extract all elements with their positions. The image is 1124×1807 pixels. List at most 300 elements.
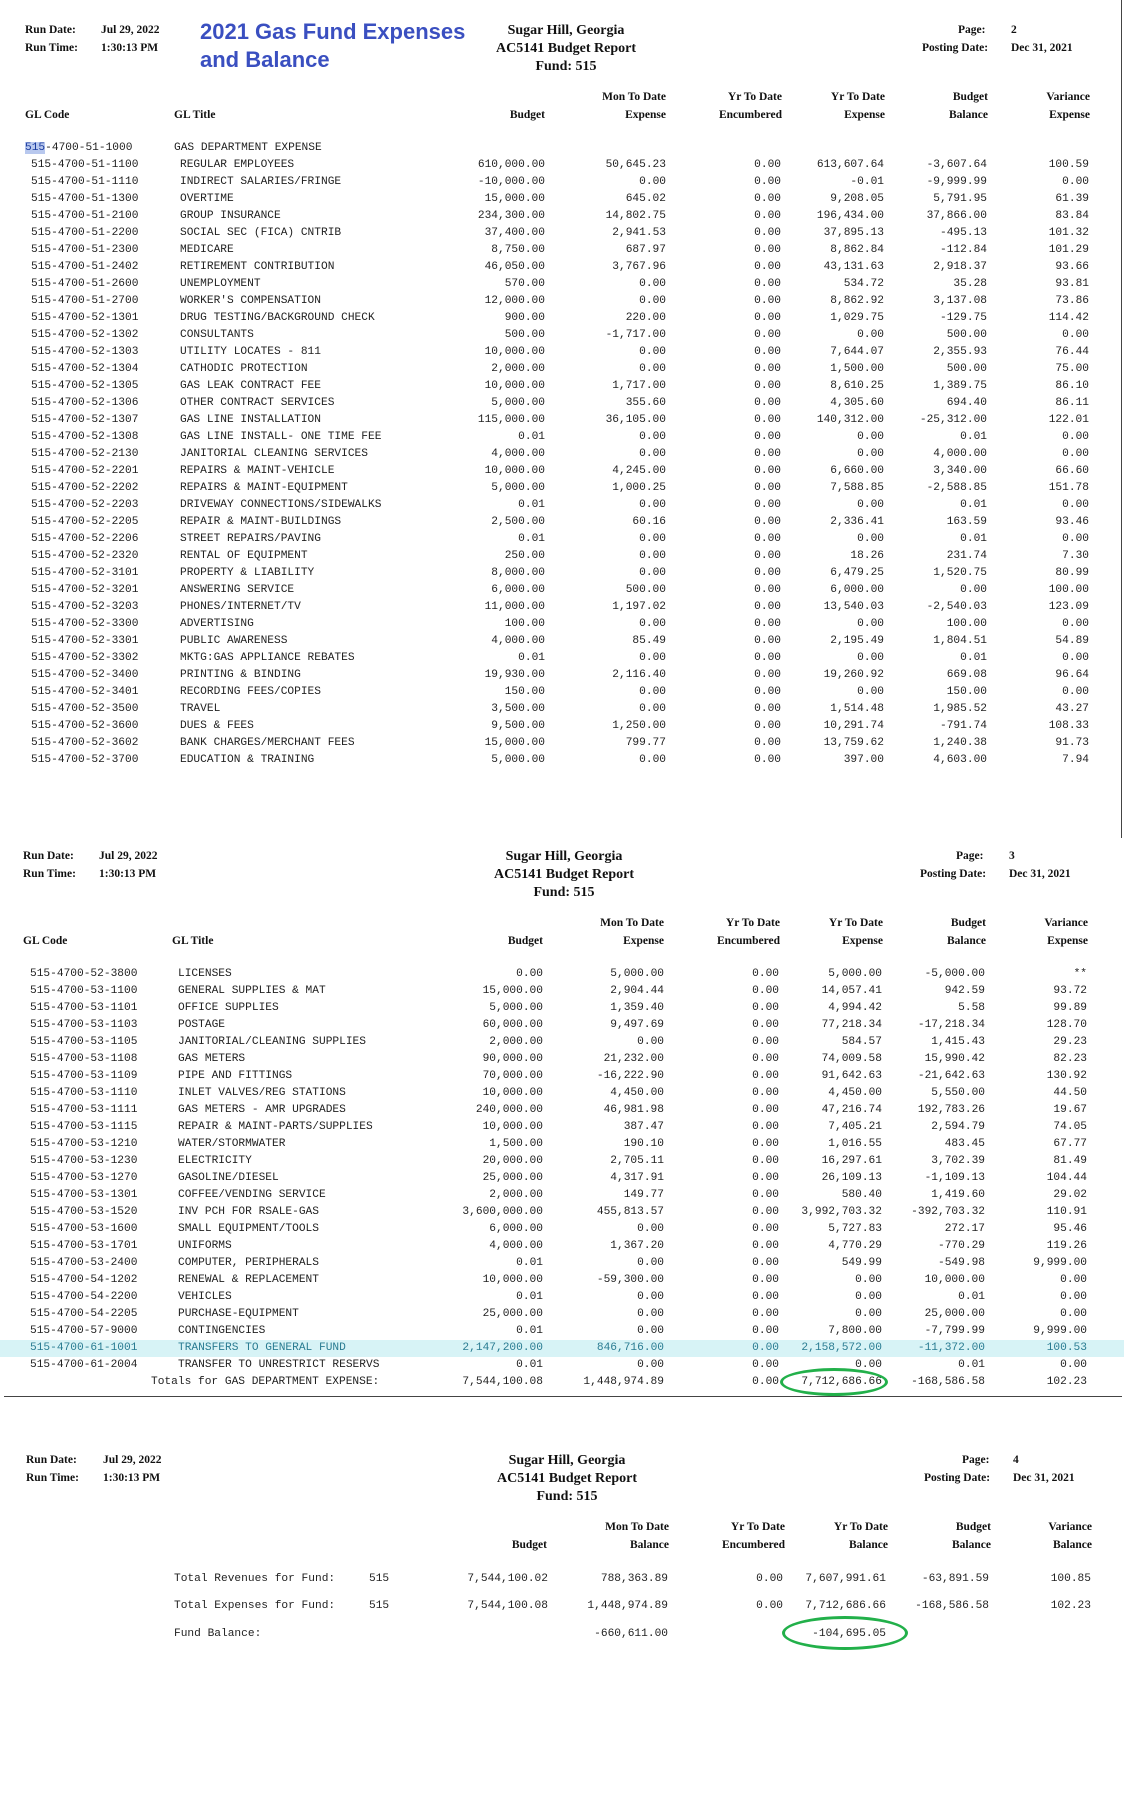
cell-variance: 0.00 bbox=[1060, 1308, 1087, 1320]
cell-mtd-expense: 4,317.91 bbox=[610, 1172, 664, 1184]
cell-ytd-encumbered: 0.00 bbox=[754, 329, 781, 341]
cell-budget: 4,000.00 bbox=[489, 1240, 543, 1252]
cell-budget-balance: -770.29 bbox=[938, 1240, 985, 1252]
cell-ytd-expense: 2,195.49 bbox=[830, 635, 884, 647]
cell-gl-code: 515-4700-51-1100 bbox=[31, 159, 139, 171]
cell-budget-balance: 2,355.93 bbox=[933, 346, 987, 358]
table-row bbox=[0, 1068, 1124, 1085]
col-gl-title: GL Title bbox=[174, 109, 216, 121]
col-encumbered: Yr To Date Encumbered bbox=[718, 91, 782, 121]
cell-ytd-expense: 549.99 bbox=[841, 1257, 882, 1269]
cell-ytd-expense: 0.00 bbox=[857, 652, 884, 664]
cell-ytd-encumbered: 0.00 bbox=[754, 567, 781, 579]
cell-gl-code: 515-4700-52-2203 bbox=[31, 499, 139, 511]
cell-budget-balance: -11,372.00 bbox=[917, 1342, 985, 1354]
cell-ytd-expense: 0.00 bbox=[857, 499, 884, 511]
cell-gl-code: 515-4700-52-3201 bbox=[31, 584, 139, 596]
cell-ytd-expense: 4,450.00 bbox=[828, 1087, 882, 1099]
cell-gl-title: REPAIRS & MAINT-EQUIPMENT bbox=[180, 482, 348, 494]
totals-budget: 7,544,100.08 bbox=[462, 1376, 543, 1388]
posting-date: Dec 31, 2021 bbox=[1013, 1472, 1075, 1484]
cell-budget: 10,000.00 bbox=[482, 1121, 543, 1133]
cell-gl-code: 515-4700-52-1307 bbox=[31, 414, 139, 426]
cell-budget: 900.00 bbox=[504, 312, 545, 324]
cell-ytd-expense: 13,540.03 bbox=[823, 601, 884, 613]
cell-variance: 0.00 bbox=[1062, 499, 1089, 511]
table-row bbox=[0, 966, 1124, 983]
cell-budget: 0.01 bbox=[516, 1359, 543, 1371]
cell-gl-title: GENERAL SUPPLIES & MAT bbox=[178, 985, 326, 997]
cell-ytd-encumbered: 0.00 bbox=[754, 346, 781, 358]
cell-mtd-expense: 190.10 bbox=[623, 1138, 664, 1150]
table-row bbox=[0, 395, 1124, 412]
cell-gl-code: 515-4700-53-1111 bbox=[30, 1104, 138, 1116]
col-gl-code: GL Code bbox=[25, 109, 70, 121]
table-row bbox=[0, 514, 1124, 531]
table-row bbox=[0, 1272, 1124, 1289]
table-row bbox=[0, 242, 1124, 259]
cell-budget: 2,000.00 bbox=[491, 363, 545, 375]
expenses-fund: 515 bbox=[369, 1600, 390, 1612]
cell-gl-title: DRIVEWAY CONNECTIONS/SIDEWALKS bbox=[180, 499, 382, 511]
cell-mtd-expense: 0.00 bbox=[639, 346, 666, 358]
cell-gl-code: 515-4700-52-3203 bbox=[31, 601, 139, 613]
cell-mtd-expense: 1,367.20 bbox=[610, 1240, 664, 1252]
cell-mtd-expense: 0.00 bbox=[639, 567, 666, 579]
totals-balance: -168,586.58 bbox=[911, 1376, 985, 1388]
cell-budget-balance: 37,866.00 bbox=[926, 210, 987, 222]
cell-budget: 2,147,200.00 bbox=[462, 1342, 543, 1354]
cell-ytd-encumbered: 0.00 bbox=[754, 584, 781, 596]
cell-gl-title: ANSWERING SERVICE bbox=[180, 584, 295, 596]
cell-gl-code: 515-4700-53-1109 bbox=[30, 1070, 138, 1082]
cell-budget: 10,000.00 bbox=[484, 465, 545, 477]
cell-gl-code: 515-4700-54-2200 bbox=[30, 1291, 138, 1303]
table-row bbox=[0, 1221, 1124, 1238]
cell-budget: 0.01 bbox=[516, 1291, 543, 1303]
cell-variance: 108.33 bbox=[1048, 720, 1089, 732]
cell-budget-balance: 192,783.26 bbox=[917, 1104, 985, 1116]
cell-gl-code: 515-4700-53-1105 bbox=[30, 1036, 138, 1048]
cell-variance: ** bbox=[1073, 968, 1087, 980]
cell-budget: 2,000.00 bbox=[489, 1036, 543, 1048]
cell-budget-balance: -25,312.00 bbox=[919, 414, 987, 426]
cell-gl-code: 515-4700-51-2700 bbox=[31, 295, 139, 307]
cell-mtd-expense: 220.00 bbox=[625, 312, 666, 324]
cell-budget: 5,000.00 bbox=[491, 397, 545, 409]
run-time-label: Run Time: bbox=[25, 42, 78, 54]
cell-gl-code: 515-4700-53-2400 bbox=[30, 1257, 138, 1269]
cell-mtd-expense: 0.00 bbox=[639, 295, 666, 307]
col-budget: Budget bbox=[507, 935, 543, 947]
cell-budget: 46,050.00 bbox=[484, 261, 545, 273]
table-row bbox=[0, 599, 1124, 616]
table-row bbox=[0, 480, 1124, 497]
cell-gl-code: 515-4700-51-2300 bbox=[31, 244, 139, 256]
cell-ytd-encumbered: 0.00 bbox=[754, 261, 781, 273]
cell-budget: 115,000.00 bbox=[477, 414, 545, 426]
cell-budget-balance: 1,804.51 bbox=[933, 635, 987, 647]
cell-ytd-encumbered: 0.00 bbox=[754, 516, 781, 528]
cell-ytd-encumbered: 0.00 bbox=[752, 1274, 779, 1286]
cell-ytd-encumbered: 0.00 bbox=[754, 635, 781, 647]
cell-mtd-expense: -1,717.00 bbox=[605, 329, 666, 341]
col-ytd: Yr To Date Expense bbox=[830, 91, 885, 121]
run-date-label: Run Date: bbox=[26, 1454, 77, 1466]
cell-budget-balance: 1,520.75 bbox=[933, 567, 987, 579]
cell-budget-balance: 0.01 bbox=[960, 431, 987, 443]
cell-gl-code: 515-4700-53-1600 bbox=[30, 1223, 138, 1235]
cell-gl-title: MEDICARE bbox=[180, 244, 234, 256]
cell-gl-code: 515-4700-52-3500 bbox=[31, 703, 139, 715]
cell-gl-title: GAS LINE INSTALL- ONE TIME FEE bbox=[180, 431, 382, 443]
posting-date-label: Posting Date: bbox=[920, 868, 987, 880]
cell-gl-code: 515-4700-52-1302 bbox=[31, 329, 139, 341]
cell-gl-code: 515-4700-52-2202 bbox=[31, 482, 139, 494]
cell-gl-code: 515-4700-57-9000 bbox=[30, 1325, 138, 1337]
cell-ytd-encumbered: 0.00 bbox=[754, 720, 781, 732]
cell-gl-title: ELECTRICITY bbox=[178, 1155, 252, 1167]
cell-ytd-expense: 1,016.55 bbox=[828, 1138, 882, 1150]
report-header bbox=[434, 848, 694, 902]
cell-mtd-expense: 0.00 bbox=[639, 754, 666, 766]
cell-budget-balance: 3,702.39 bbox=[931, 1155, 985, 1167]
cell-budget: 0.01 bbox=[518, 533, 545, 545]
table-row bbox=[0, 616, 1124, 633]
cell-mtd-expense: 500.00 bbox=[625, 584, 666, 596]
cell-variance: 9,999.00 bbox=[1033, 1325, 1087, 1337]
cell-ytd-encumbered: 0.00 bbox=[754, 176, 781, 188]
cell-gl-code: 515-4700-52-3401 bbox=[31, 686, 139, 698]
cell-mtd-expense: 85.49 bbox=[632, 635, 666, 647]
totals-variance: 102.23 bbox=[1046, 1376, 1087, 1388]
table-row bbox=[0, 667, 1124, 684]
cell-ytd-encumbered: 0.00 bbox=[752, 1291, 779, 1303]
cell-ytd-expense: 613,607.64 bbox=[816, 159, 884, 171]
cell-budget: 0.01 bbox=[518, 499, 545, 511]
table-row bbox=[0, 1238, 1124, 1255]
cell-mtd-expense: 3,767.96 bbox=[612, 261, 666, 273]
cell-ytd-expense: 1,029.75 bbox=[830, 312, 884, 324]
highlight-ring-fund-balance bbox=[782, 1616, 908, 1650]
totals-mtd: 1,448,974.89 bbox=[583, 1376, 664, 1388]
annotation-title bbox=[200, 18, 465, 74]
cell-mtd-expense: 4,450.00 bbox=[610, 1087, 664, 1099]
cell-ytd-expense: 10,291.74 bbox=[823, 720, 884, 732]
cell-budget-balance: 25,000.00 bbox=[924, 1308, 985, 1320]
cell-ytd-encumbered: 0.00 bbox=[752, 1308, 779, 1320]
cell-mtd-expense: 9,497.69 bbox=[610, 1019, 664, 1031]
cell-mtd-expense: 2,904.44 bbox=[610, 985, 664, 997]
cell-gl-code: 515-4700-61-1001 bbox=[30, 1342, 138, 1354]
table-row bbox=[0, 225, 1124, 242]
expenses-ytd: 7,712,686.66 bbox=[805, 1600, 886, 1612]
run-time-label: Run Time: bbox=[23, 868, 76, 880]
col-ytd: Yr To Date Balance bbox=[833, 1521, 888, 1551]
cell-budget: 70,000.00 bbox=[482, 1070, 543, 1082]
cell-budget-balance: 4,000.00 bbox=[933, 448, 987, 460]
cell-ytd-encumbered: 0.00 bbox=[754, 278, 781, 290]
report-name: AC5141 Budget Report bbox=[497, 1471, 637, 1486]
cell-budget: 5,000.00 bbox=[491, 754, 545, 766]
cell-gl-code: 515-4700-51-1110 bbox=[31, 176, 139, 188]
cell-budget: 90,000.00 bbox=[482, 1053, 543, 1065]
cell-mtd-expense: 0.00 bbox=[637, 1223, 664, 1235]
revenues-budget: 7,544,100.02 bbox=[467, 1573, 548, 1585]
cell-budget-balance: 272.17 bbox=[944, 1223, 985, 1235]
table-row bbox=[0, 701, 1124, 718]
totals-encumbered: 0.00 bbox=[752, 1376, 779, 1388]
cell-ytd-expense: 0.00 bbox=[857, 618, 884, 630]
cell-budget: 25,000.00 bbox=[482, 1172, 543, 1184]
cell-variance: 61.39 bbox=[1055, 193, 1089, 205]
cell-ytd-expense: 43,131.63 bbox=[823, 261, 884, 273]
cell-budget: 60,000.00 bbox=[482, 1019, 543, 1031]
cell-gl-code: 515-4700-51-2600 bbox=[31, 278, 139, 290]
cell-ytd-encumbered: 0.00 bbox=[752, 1206, 779, 1218]
cell-budget-balance: 5,791.95 bbox=[933, 193, 987, 205]
cell-budget-balance: 100.00 bbox=[946, 618, 987, 630]
cell-ytd-expense: 37,895.13 bbox=[823, 227, 884, 239]
cell-gl-code: 515-4700-52-3101 bbox=[31, 567, 139, 579]
cell-gl-code: 515-4700-52-1303 bbox=[31, 346, 139, 358]
cell-mtd-expense: 0.00 bbox=[639, 176, 666, 188]
cell-gl-title: GAS METERS bbox=[178, 1053, 246, 1065]
cell-ytd-expense: 7,800.00 bbox=[828, 1325, 882, 1337]
cell-gl-code: 515-4700-53-1100 bbox=[30, 985, 138, 997]
cell-mtd-expense: 0.00 bbox=[637, 1291, 664, 1303]
cell-gl-title: TRAVEL bbox=[180, 703, 221, 715]
table-row bbox=[0, 1119, 1124, 1136]
table-row bbox=[0, 983, 1124, 1000]
table-row bbox=[0, 276, 1124, 293]
cell-gl-title: LICENSES bbox=[178, 968, 232, 980]
cell-budget-balance: 15,990.42 bbox=[924, 1053, 985, 1065]
cell-gl-title: JANITORIAL/CLEANING SUPPLIES bbox=[178, 1036, 366, 1048]
cell-mtd-expense: 0.00 bbox=[637, 1308, 664, 1320]
cell-budget: 610,000.00 bbox=[477, 159, 545, 171]
cell-ytd-encumbered: 0.00 bbox=[754, 499, 781, 511]
dept-code[interactable]: 515-4700-51-1000 bbox=[25, 142, 133, 154]
cell-budget: 3,600,000.00 bbox=[462, 1206, 543, 1218]
annotation-line-2: and Balance bbox=[200, 47, 330, 72]
cell-ytd-expense: 4,305.60 bbox=[830, 397, 884, 409]
cell-ytd-expense: 6,660.00 bbox=[830, 465, 884, 477]
cell-ytd-expense: 9,208.05 bbox=[830, 193, 884, 205]
cell-budget: 5,000.00 bbox=[491, 482, 545, 494]
table-row bbox=[0, 735, 1124, 752]
cell-mtd-expense: 1,250.00 bbox=[612, 720, 666, 732]
cell-gl-title: UTILITY LOCATES - 811 bbox=[180, 346, 321, 358]
cell-gl-title: GAS METERS - AMR UPGRADES bbox=[178, 1104, 346, 1116]
table-row bbox=[0, 1085, 1124, 1102]
cell-variance: 0.00 bbox=[1060, 1291, 1087, 1303]
page-label: Page: bbox=[958, 24, 986, 36]
cell-variance: 101.32 bbox=[1048, 227, 1089, 239]
cell-gl-title: RECORDING FEES/COPIES bbox=[180, 686, 321, 698]
cell-mtd-expense: 0.00 bbox=[639, 686, 666, 698]
cell-gl-title: CONSULTANTS bbox=[180, 329, 254, 341]
col-ytd: Yr To Date Expense bbox=[828, 917, 883, 947]
cell-ytd-encumbered: 0.00 bbox=[752, 1002, 779, 1014]
cell-ytd-expense: 4,770.29 bbox=[828, 1240, 882, 1252]
cell-budget: 0.01 bbox=[518, 652, 545, 664]
table-row bbox=[0, 1034, 1124, 1051]
cell-gl-code: 515-4700-52-3700 bbox=[31, 754, 139, 766]
revenues-label: Total Revenues for Fund: bbox=[174, 1573, 336, 1585]
cell-budget: 9,500.00 bbox=[491, 720, 545, 732]
table-row bbox=[0, 446, 1124, 463]
cell-budget: 8,750.00 bbox=[491, 244, 545, 256]
cell-budget-balance: 5.58 bbox=[958, 1002, 985, 1014]
run-time: 1:30:13 PM bbox=[101, 42, 159, 54]
cell-variance: 0.00 bbox=[1062, 618, 1089, 630]
cell-gl-title: PIPE AND FITTINGS bbox=[178, 1070, 293, 1082]
selected-text[interactable]: 515 bbox=[25, 142, 46, 154]
dept-header-row bbox=[0, 140, 1124, 157]
cell-ytd-encumbered: 0.00 bbox=[754, 159, 781, 171]
cell-gl-code: 515-4700-53-1110 bbox=[30, 1087, 138, 1099]
org-name: Sugar Hill, Georgia bbox=[508, 1453, 626, 1468]
cell-gl-title: PURCHASE-EQUIPMENT bbox=[178, 1308, 299, 1320]
table-row bbox=[0, 361, 1124, 378]
cell-gl-code: 515-4700-52-2130 bbox=[31, 448, 139, 460]
cell-gl-title: BANK CHARGES/MERCHANT FEES bbox=[180, 737, 355, 749]
cell-ytd-expense: 26,109.13 bbox=[821, 1172, 882, 1184]
cell-mtd-expense: 2,705.11 bbox=[610, 1155, 664, 1167]
table-row bbox=[0, 1289, 1124, 1306]
cell-ytd-encumbered: 0.00 bbox=[752, 1240, 779, 1252]
table-row bbox=[0, 531, 1124, 548]
org-name: Sugar Hill, Georgia bbox=[507, 23, 625, 38]
table-row bbox=[0, 378, 1124, 395]
cell-variance: 100.00 bbox=[1048, 584, 1089, 596]
cell-budget-balance: 0.01 bbox=[958, 1291, 985, 1303]
run-date-label: Run Date: bbox=[25, 24, 76, 36]
cell-ytd-encumbered: 0.00 bbox=[752, 1121, 779, 1133]
table-row bbox=[0, 633, 1124, 650]
cell-variance: 7.30 bbox=[1062, 550, 1089, 562]
cell-gl-code: 515-4700-52-3300 bbox=[31, 618, 139, 630]
run-date: Jul 29, 2022 bbox=[103, 1454, 162, 1466]
cell-gl-title: ADVERTISING bbox=[180, 618, 254, 630]
cell-budget: 12,000.00 bbox=[484, 295, 545, 307]
page-label: Page: bbox=[956, 850, 984, 862]
fund-balance-ytd: -104,695.05 bbox=[812, 1628, 886, 1640]
cell-variance: 0.00 bbox=[1062, 686, 1089, 698]
posting-date: Dec 31, 2021 bbox=[1011, 42, 1073, 54]
cell-variance: 0.00 bbox=[1060, 1274, 1087, 1286]
cell-mtd-expense: 50,645.23 bbox=[605, 159, 666, 171]
cell-variance: 76.44 bbox=[1055, 346, 1089, 358]
cell-ytd-expense: 580.40 bbox=[841, 1189, 882, 1201]
cell-variance: 67.77 bbox=[1053, 1138, 1087, 1150]
cell-ytd-encumbered: 0.00 bbox=[752, 1189, 779, 1201]
cell-gl-code: 515-4700-52-3302 bbox=[31, 652, 139, 664]
cell-variance: 96.64 bbox=[1055, 669, 1089, 681]
cell-ytd-encumbered: 0.00 bbox=[752, 985, 779, 997]
cell-ytd-expense: 1,514.48 bbox=[830, 703, 884, 715]
cell-mtd-expense: 149.77 bbox=[623, 1189, 664, 1201]
cell-budget: 19,930.00 bbox=[484, 669, 545, 681]
expenses-balance: -168,586.58 bbox=[915, 1600, 989, 1612]
table-row bbox=[0, 1340, 1124, 1357]
cell-ytd-expense: 0.00 bbox=[857, 431, 884, 443]
cell-variance: 122.01 bbox=[1048, 414, 1089, 426]
table-row bbox=[0, 548, 1124, 565]
cell-ytd-expense: 74,009.58 bbox=[821, 1053, 882, 1065]
cell-ytd-expense: 0.00 bbox=[857, 329, 884, 341]
cell-budget: 11,000.00 bbox=[484, 601, 545, 613]
cell-gl-code: 515-4700-52-2205 bbox=[31, 516, 139, 528]
cell-budget-balance: -392,703.32 bbox=[911, 1206, 985, 1218]
table-row bbox=[0, 650, 1124, 667]
table-row bbox=[0, 1323, 1124, 1340]
cell-mtd-expense: 5,000.00 bbox=[610, 968, 664, 980]
cell-budget-balance: -549.98 bbox=[938, 1257, 985, 1269]
cell-ytd-expense: 2,336.41 bbox=[830, 516, 884, 528]
cell-mtd-expense: 0.00 bbox=[639, 499, 666, 511]
cell-variance: 81.49 bbox=[1053, 1155, 1087, 1167]
cell-ytd-encumbered: 0.00 bbox=[754, 550, 781, 562]
total-revenues-row bbox=[0, 1570, 1124, 1588]
cell-budget: 2,500.00 bbox=[491, 516, 545, 528]
cell-variance: 80.99 bbox=[1055, 567, 1089, 579]
cell-budget: 20,000.00 bbox=[482, 1155, 543, 1167]
cell-variance: 44.50 bbox=[1053, 1087, 1087, 1099]
cell-ytd-expense: 7,405.21 bbox=[828, 1121, 882, 1133]
cell-mtd-expense: 0.00 bbox=[639, 533, 666, 545]
cell-mtd-expense: 0.00 bbox=[637, 1359, 664, 1371]
cell-ytd-encumbered: 0.00 bbox=[752, 1053, 779, 1065]
table-row bbox=[0, 157, 1124, 174]
cell-gl-code: 515-4700-52-2320 bbox=[31, 550, 139, 562]
cell-variance: 86.10 bbox=[1055, 380, 1089, 392]
cell-variance: 128.70 bbox=[1046, 1019, 1087, 1031]
cell-budget-balance: -791.74 bbox=[940, 720, 987, 732]
cell-gl-title: UNIFORMS bbox=[178, 1240, 232, 1252]
cell-ytd-expense: 5,727.83 bbox=[828, 1223, 882, 1235]
cell-variance: 83.84 bbox=[1055, 210, 1089, 222]
cell-gl-code: 515-4700-61-2004 bbox=[30, 1359, 138, 1371]
cell-budget-balance: 3,340.00 bbox=[933, 465, 987, 477]
cell-ytd-encumbered: 0.00 bbox=[754, 193, 781, 205]
cell-ytd-encumbered: 0.00 bbox=[754, 686, 781, 698]
cell-budget-balance: 1,419.60 bbox=[931, 1189, 985, 1201]
table-row bbox=[0, 327, 1124, 344]
cell-ytd-expense: 6,479.25 bbox=[830, 567, 884, 579]
cell-gl-code: 515-4700-51-2200 bbox=[31, 227, 139, 239]
cell-gl-title: RENTAL OF EQUIPMENT bbox=[180, 550, 308, 562]
report-name: AC5141 Budget Report bbox=[494, 867, 634, 882]
cell-ytd-encumbered: 0.00 bbox=[752, 1138, 779, 1150]
cell-variance: 7.94 bbox=[1062, 754, 1089, 766]
table-row bbox=[0, 310, 1124, 327]
cell-variance: 29.02 bbox=[1053, 1189, 1087, 1201]
report-header bbox=[437, 1452, 697, 1506]
cell-gl-title: INDIRECT SALARIES/FRINGE bbox=[180, 176, 342, 188]
table-row bbox=[0, 1357, 1124, 1374]
table-row bbox=[0, 1170, 1124, 1187]
cell-gl-code: 515-4700-53-1270 bbox=[30, 1172, 138, 1184]
cell-gl-title: REPAIRS & MAINT-VEHICLE bbox=[180, 465, 335, 477]
cell-budget: 250.00 bbox=[504, 550, 545, 562]
cell-budget: 0.01 bbox=[518, 431, 545, 443]
cell-ytd-encumbered: 0.00 bbox=[752, 1223, 779, 1235]
fund-balance-mtd: -660,611.00 bbox=[594, 1628, 668, 1640]
cell-budget: 6,000.00 bbox=[489, 1223, 543, 1235]
cell-budget-balance: 1,415.43 bbox=[931, 1036, 985, 1048]
